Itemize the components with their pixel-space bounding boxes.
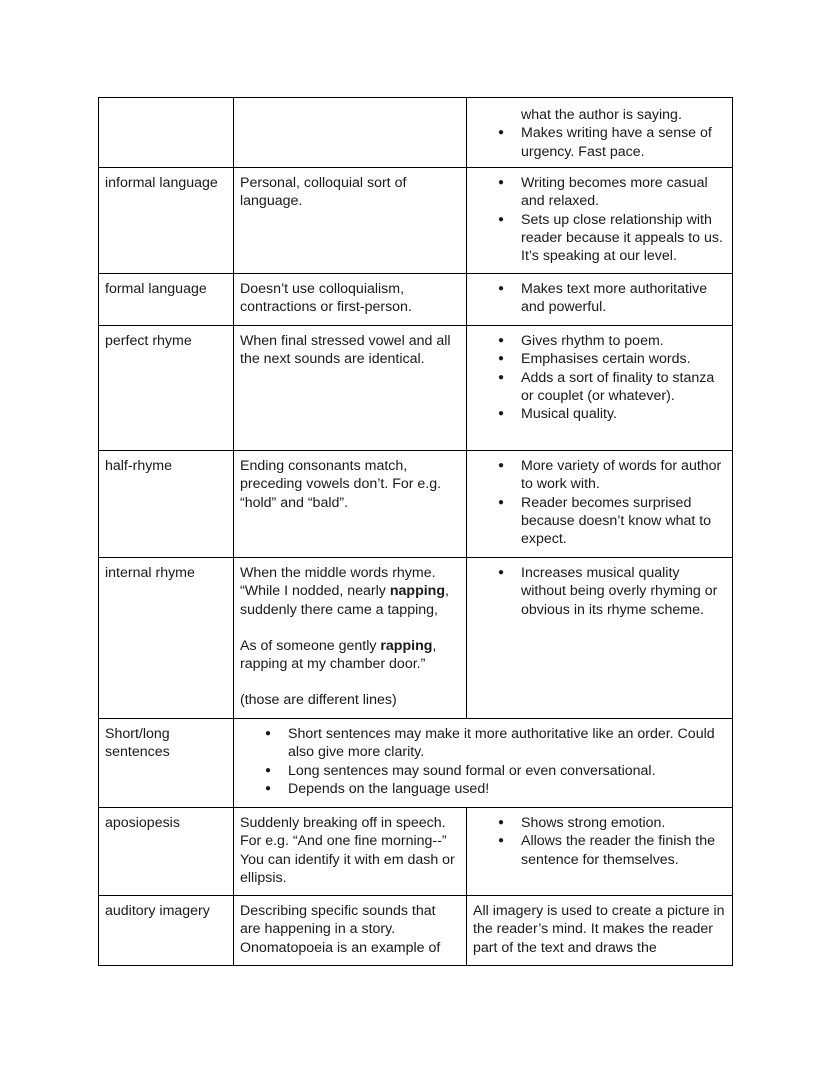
list-item: ● Makes writing have a sense of urgency. Fast pace.: [473, 124, 726, 161]
term-text: informal language: [105, 175, 218, 191]
list-item: ● Long sentences may sound formal or even conversational.: [240, 762, 726, 780]
list-item: ● Allows the reader the finish the sentence for themselves.: [473, 832, 726, 869]
list-item: ● Writing becomes more casual and relaxed.: [473, 174, 726, 211]
term-cell: [99, 896, 234, 966]
rhyme-example-line-1: [240, 564, 460, 619]
term-text: aposiopesis: [105, 815, 180, 831]
definition-cell: [234, 896, 467, 966]
definition-text: Suddenly breaking off in speech. For e.g. “And one fine morning--” You can identify it with em dash or ellipsis.: [240, 815, 455, 886]
term-cell: [99, 719, 234, 808]
definition-text: When the middle words rhyme. “While I nodded, nearly: [240, 565, 436, 600]
effects-cell: [467, 558, 733, 719]
effects-cell: [467, 808, 733, 896]
table-row: [99, 451, 733, 558]
table-row: [99, 808, 733, 896]
table-row: [99, 719, 733, 808]
definition-cell: [234, 451, 467, 558]
effects-cell: [467, 98, 733, 168]
effects-list: [473, 280, 726, 317]
list-item: ● Depends on the language used!: [240, 780, 726, 798]
effects-list: [473, 814, 726, 869]
rhyme-example-line-2: [240, 637, 460, 674]
term-cell: [99, 808, 234, 896]
definition-text: Ending consonants match, preceding vowels don’t. For e.g. “hold” and “bald”.: [240, 458, 442, 511]
list-item: ● Adds a sort of finality to stanza or couplet (or whatever).: [473, 369, 726, 406]
list-item: ● Increases musical quality without being overly rhyming or obvious in its rhyme scheme.: [473, 564, 726, 619]
list-item: ● Makes text more authoritative and powerful.: [473, 280, 726, 317]
effects-text: All imagery is used to create a picture in the reader’s mind. It makes the reader part of the text and draws the: [473, 903, 725, 956]
effects-cell: [467, 451, 733, 558]
term-cell: [99, 274, 234, 326]
definition-text: , rapping at my chamber door.”: [240, 637, 437, 673]
term-cell: [99, 168, 234, 274]
term-cell: [99, 326, 234, 451]
effects-list: [473, 457, 726, 548]
bold-word: napping: [389, 583, 446, 600]
literary-devices-table: [98, 97, 733, 966]
bold-word: rapping: [380, 637, 433, 654]
list-item: what the author is saying.: [521, 107, 682, 123]
term-text: formal language: [105, 281, 207, 297]
term-text: perfect rhyme: [105, 333, 192, 349]
effects-list: [473, 332, 726, 423]
effects-cell: [467, 168, 733, 274]
table-row: [99, 98, 733, 168]
definition-note: (those are different lines): [240, 692, 397, 709]
table-row: [99, 558, 733, 719]
definition-cell: [234, 808, 467, 896]
definition-cell: [234, 98, 467, 168]
list-item: ● Short sentences may make it more authoritative like an order. Could also give more clarity.: [240, 725, 726, 762]
term-cell: [99, 558, 234, 719]
list-item: ● Gives rhythm to poem.: [473, 332, 726, 350]
definition-text: , suddenly there came a tapping,: [240, 583, 449, 618]
definition-text: As of someone gently: [240, 637, 381, 654]
definition-cell: [234, 274, 467, 326]
term-text: Short/long sentences: [105, 726, 170, 761]
merged-effects-cell: [234, 719, 733, 808]
term-cell: [99, 98, 234, 168]
definition-text: Doesn’t use colloquialism, contractions or first-person.: [240, 281, 412, 316]
definition-cell: [234, 168, 467, 274]
table-row: [99, 326, 733, 451]
definition-text: Personal, colloquial sort of language.: [240, 175, 407, 210]
list-item: ● Shows strong emotion.: [473, 814, 726, 832]
list-item: ● Musical quality.: [473, 405, 726, 423]
effects-cell: [467, 274, 733, 326]
term-text: auditory imagery: [105, 903, 210, 919]
effects-cell: [467, 326, 733, 451]
list-item: ● Reader becomes surprised because doesn’t know what to expect.: [473, 494, 726, 549]
effects-list: [473, 106, 726, 161]
definition-text: Describing specific sounds that are happening in a story. Onomatopoeia is an example of: [240, 903, 441, 956]
effects-list: [473, 564, 726, 619]
table-row: [99, 274, 733, 326]
definition-cell: [234, 558, 467, 719]
term-text: internal rhyme: [105, 565, 195, 581]
definition-cell: [234, 326, 467, 451]
table-row: [99, 896, 733, 966]
definition-text: When final stressed vowel and all the next sounds are identical.: [240, 333, 451, 368]
list-item: ● Sets up close relationship with reader because it appeals to us. It’s speaking at our level.: [473, 211, 726, 266]
term-cell: [99, 451, 234, 558]
term-text: half-rhyme: [105, 458, 173, 474]
effects-list: [473, 174, 726, 265]
effects-list: [240, 725, 726, 798]
list-item: ● Emphasises certain words.: [473, 350, 726, 368]
effects-cell: [467, 896, 733, 966]
list-item: ● More variety of words for author to work with.: [473, 457, 726, 494]
table-row: [99, 168, 733, 274]
